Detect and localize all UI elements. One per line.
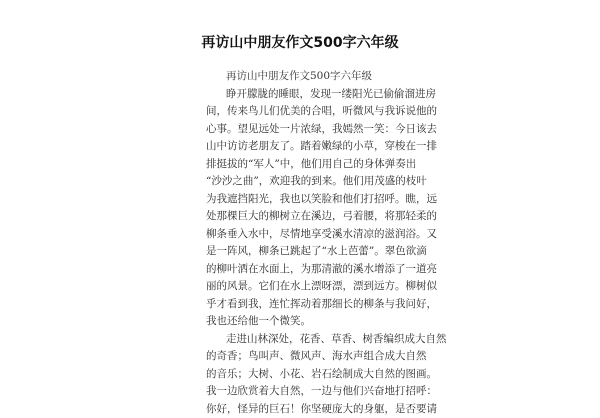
paragraph-line: 你好，怪异的巨石！你坚硬庞大的身躯，是否要请 <box>206 401 401 418</box>
paragraph-line: “沙沙之曲”，欢迎我的到来。他们用茂盛的枝叶 <box>206 173 401 191</box>
paragraph-line: 我一边欣赏着大自然，一边与他们兴奋地打招呼： <box>206 383 401 401</box>
paragraph-line: 我也还给他一个微笑。 <box>206 313 401 331</box>
paragraph-line: 走进山林深处，花香、草香、树香编织成大自然 <box>206 331 401 349</box>
paragraph-line: 为我遮挡阳光，我也以笑脸和他们打招呼。瞧，远 <box>206 191 401 209</box>
paragraph-line: 处那棵巨大的柳树立在溪边，弓着腰，将那轻柔的 <box>206 208 401 226</box>
paragraph-line: 是一阵风，柳条已跳起了“水上芭蕾”。翠色欲滴 <box>206 243 401 261</box>
paragraph-line: 丽的风景。它们在水上漂呀漂，漂到远方。柳树似 <box>206 278 401 296</box>
paragraph-line: 睁开朦胧的睡眼，发现一缕阳光已偷偷溜进房 <box>206 86 401 104</box>
paragraph-line: 的音乐；大树、小花、岩石绘制成大自然的图画。 <box>206 366 401 384</box>
paragraph-line: 排挺拔的“军人”中，他们用自己的身体弹奏出 <box>206 156 401 174</box>
paragraph-line: 柳条垂入水中，尽情地享受溪水清凉的滋润浴。又 <box>206 226 401 244</box>
paragraph-line: 的柳叶洒在水面上，为那清澈的溪水增添了一道亮 <box>206 261 401 279</box>
document-title: 再访山中朋友作文500字六年级 <box>0 34 600 52</box>
document-body <box>206 68 401 418</box>
paragraph-line: 山中访访老朋友了。踏着嫩绿的小草，穿梭在一排 <box>206 138 401 156</box>
paragraph-line: 心事。望见远处一片浓绿，我嫣然一笑：今日该去 <box>206 121 401 139</box>
paragraph-line: 的奇香；鸟叫声、微风声、海水声组合成大自然 <box>206 348 401 366</box>
paragraph-line: 乎才看到我，连忙挥动着那细长的柳条与我问好， <box>206 296 401 314</box>
paragraph-line: 间，传来鸟儿们优美的合唱，听微风与我诉说他的 <box>206 103 401 121</box>
document-subtitle: 再访山中朋友作文500字六年级 <box>206 68 401 86</box>
